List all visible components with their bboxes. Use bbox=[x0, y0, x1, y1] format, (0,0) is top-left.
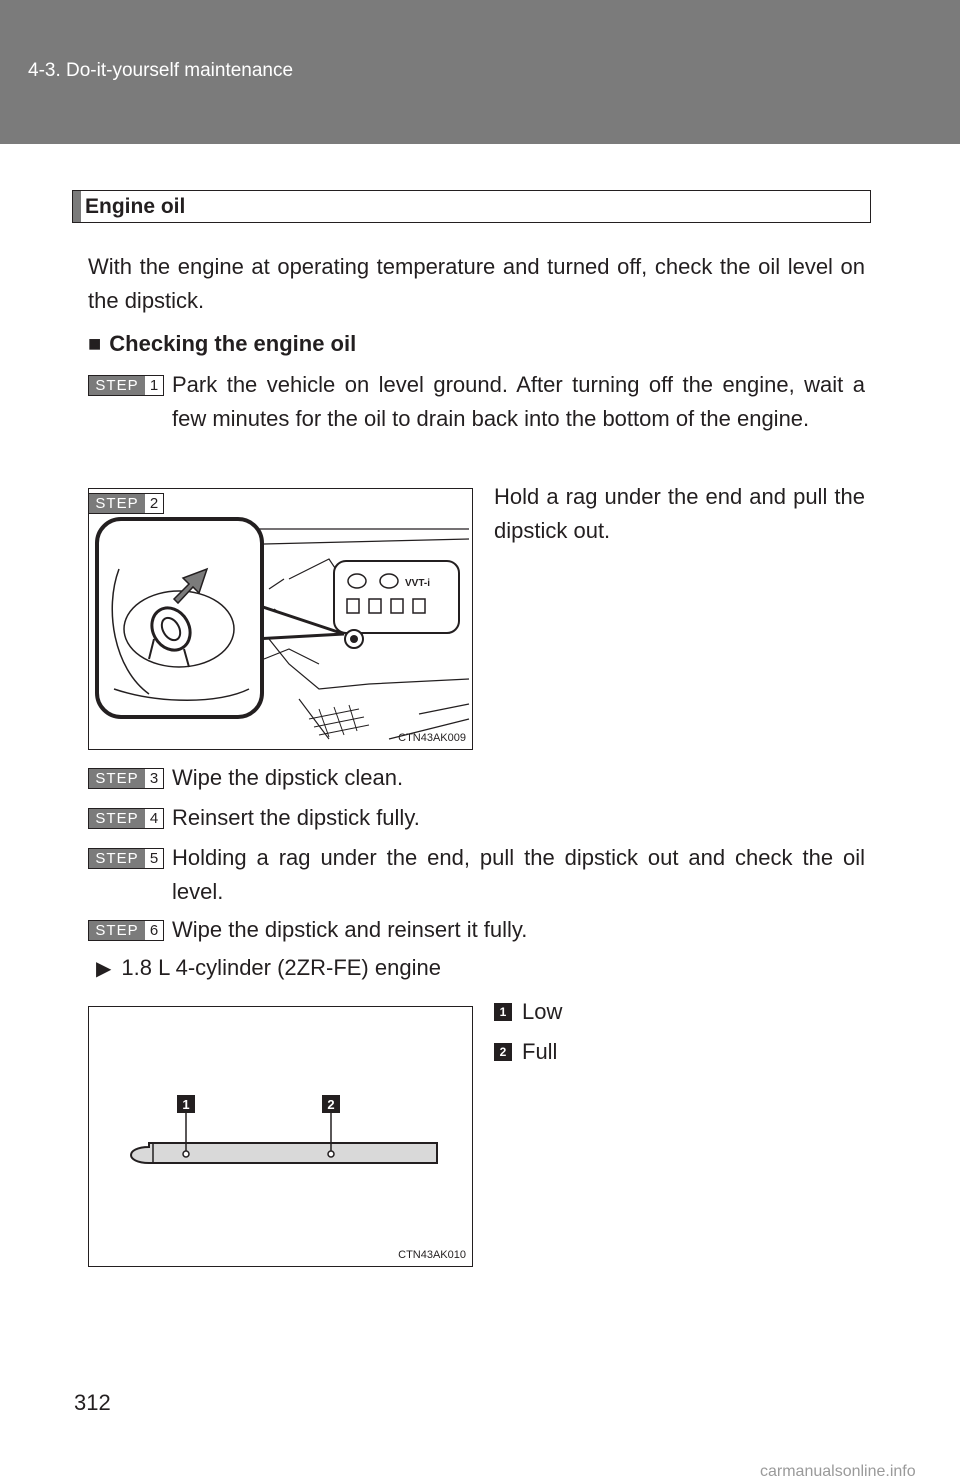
dipstick-drawing bbox=[89, 1007, 473, 1267]
legend-label: Low bbox=[522, 999, 563, 1024]
engine-bay-drawing bbox=[89, 489, 473, 750]
watermark: carmanualsonline.info bbox=[760, 1463, 916, 1480]
step-badge-5 bbox=[88, 848, 164, 869]
section-heading-bar bbox=[73, 191, 81, 222]
engine-illustration bbox=[88, 488, 473, 750]
step-label: STEP bbox=[89, 769, 145, 788]
vvti-badge: VVT-i bbox=[405, 578, 431, 589]
step-label: STEP bbox=[89, 849, 145, 868]
legend-label: Full bbox=[522, 1039, 558, 1064]
engine-variant-row bbox=[96, 955, 441, 981]
section-title: Engine oil bbox=[85, 195, 186, 218]
number-2-icon: 2 bbox=[494, 1043, 512, 1061]
step-badge-6 bbox=[88, 920, 164, 941]
page-number: 312 bbox=[74, 1390, 111, 1415]
marker-1-label: 1 bbox=[182, 1097, 190, 1112]
step-3-text: Wipe the dipstick clean. bbox=[172, 765, 404, 790]
step-badge-2 bbox=[88, 493, 164, 514]
triangle-right-icon: ▶ bbox=[96, 957, 112, 980]
step-number: 6 bbox=[149, 922, 159, 939]
figure-code: CTN43AK010 bbox=[398, 1249, 466, 1261]
step-1-text: Park the vehicle on level ground. After turning off the engine, wait a few minutes for the oil to drain back into the bottom of the engine. bbox=[172, 372, 865, 431]
step-number: 5 bbox=[149, 850, 159, 867]
step-number: 4 bbox=[149, 810, 159, 827]
dipstick-illustration bbox=[88, 1006, 473, 1267]
square-bullet-icon: ■ bbox=[88, 331, 102, 356]
engine-variant-text: 1.8 L 4-cylinder (2ZR-FE) engine bbox=[121, 955, 441, 980]
subheading-text: Checking the engine oil bbox=[109, 331, 357, 356]
step-label: STEP bbox=[89, 921, 145, 940]
intro-paragraph: With the engine at operating temperature and turned off, check the oil level on the dipstick. bbox=[88, 254, 865, 313]
step-badge-3 bbox=[88, 768, 164, 789]
step-4-text: Reinsert the dipstick fully. bbox=[172, 805, 420, 830]
marker-2-label: 2 bbox=[327, 1097, 335, 1112]
section-heading bbox=[72, 190, 871, 223]
number-1-icon: 1 bbox=[494, 1003, 512, 1021]
step-number: 2 bbox=[149, 495, 159, 512]
legend-item-low bbox=[494, 999, 562, 1025]
legend-item-full bbox=[494, 1039, 557, 1065]
step-badge-1 bbox=[88, 375, 164, 396]
step-5-text: Holding a rag under the end, pull the dipstick out and check the oil level. bbox=[172, 845, 865, 904]
step-number: 3 bbox=[149, 770, 159, 787]
step-label: STEP bbox=[89, 809, 145, 828]
step-6-text: Wipe the dipstick and reinsert it fully. bbox=[172, 917, 528, 942]
chapter-header bbox=[0, 0, 960, 144]
figure-code: CTN43AK009 bbox=[398, 732, 466, 744]
step-label: STEP bbox=[89, 494, 145, 513]
chapter-title: 4-3. Do-it-yourself maintenance bbox=[28, 60, 294, 81]
step-2-text: Hold a rag under the end and pull the dipstick out. bbox=[494, 484, 865, 543]
step-label: STEP bbox=[89, 376, 145, 395]
step-number: 1 bbox=[149, 377, 159, 394]
step-badge-4 bbox=[88, 808, 164, 829]
subheading bbox=[88, 331, 356, 357]
